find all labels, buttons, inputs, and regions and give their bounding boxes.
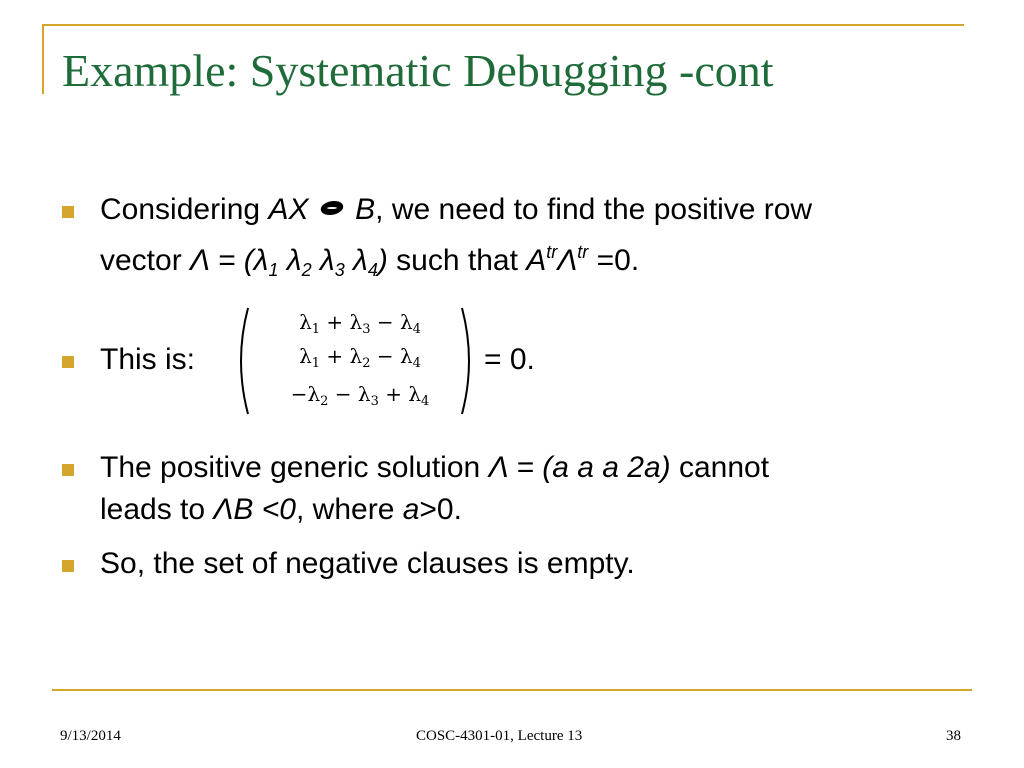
math-lambda: Λ [190, 244, 210, 277]
matrix-term: + λ [320, 310, 363, 334]
bullet-3-text [100, 447, 990, 531]
matrix-row-2 [262, 344, 458, 371]
bullet-marker-2 [62, 356, 74, 368]
math-subscript: 1 [268, 260, 279, 280]
matrix-row-1 [262, 310, 458, 337]
matrix-subscript: 4 [412, 356, 421, 371]
footer-date: 9/13/2014 [60, 728, 121, 744]
math-b: B [355, 193, 376, 226]
matrix-subscript: 1 [311, 356, 321, 371]
matrix-term: + λ [320, 344, 363, 368]
matrix-term: − λ [370, 310, 413, 334]
matrix-subscript: 2 [320, 394, 329, 409]
matrix-term: + λ [378, 382, 422, 406]
bullet-marker-3 [62, 464, 74, 476]
left-parenthesis-icon [232, 306, 250, 416]
text-segment: such that [387, 244, 527, 277]
right-parenthesis-icon [460, 306, 478, 416]
matrix-term: − λ [328, 382, 371, 406]
slide-title: Example: Systematic Debugging -cont [62, 45, 774, 96]
math-superscript: tr [577, 242, 589, 262]
composition-symbol-icon [319, 201, 346, 215]
text-segment: vector [100, 244, 191, 277]
math-a: A [526, 244, 547, 277]
text-segment: >0. [419, 493, 462, 526]
math-ax: AX [268, 193, 309, 226]
math-lambda-b: ΛB [213, 493, 254, 526]
matrix-term: − λ [370, 344, 413, 368]
matrix-term: λ [299, 310, 312, 334]
matrix-term: λ [299, 344, 312, 368]
math-segment: = (a a a 2a) [508, 451, 671, 484]
bullet-2-label: This is: [100, 343, 196, 376]
math-subscript: 3 [334, 260, 345, 280]
title-left-rule [42, 24, 44, 94]
text-segment: , we need to find the positive row [375, 193, 813, 226]
matrix-subscript: 3 [362, 322, 371, 337]
footer-rule [52, 689, 972, 691]
bullet-1-line-2 [100, 231, 990, 291]
bullet-4-text: So, the set of negative clauses is empty. [100, 547, 635, 580]
bullet-1-line-1 [100, 189, 990, 231]
matrix-subscript: 4 [421, 394, 430, 409]
text-segment: =0. [588, 244, 640, 277]
matrix-row-3 [262, 382, 458, 409]
footer-course: COSC-4301-01, Lecture 13 [416, 728, 583, 744]
math-superscript: tr [546, 242, 558, 262]
matrix-subscript: 3 [370, 394, 379, 409]
text-segment: cannot [670, 451, 770, 484]
bullet-3-line-2 [100, 489, 990, 531]
math-a: a [402, 493, 420, 526]
math-subscript: 4 [367, 260, 378, 280]
matrix-subscript: 4 [412, 322, 421, 337]
math-lambda: Λ [557, 244, 578, 277]
matrix [232, 306, 482, 416]
math-subscript: 2 [301, 260, 312, 280]
bullet-marker-4 [62, 560, 74, 572]
title-top-rule [42, 24, 964, 26]
math-segment: λ [278, 244, 302, 277]
text-segment: , where [296, 493, 403, 526]
math-segment: ) [377, 244, 388, 277]
math-lambda: Λ [488, 451, 509, 484]
math-segment: <0 [253, 493, 296, 526]
bullet-3-line-1 [100, 447, 990, 489]
math-segment: λ [311, 244, 335, 277]
bullet-marker-1 [62, 206, 74, 218]
matrix-subscript: 2 [362, 356, 371, 371]
text-segment: leads to [100, 493, 214, 526]
math-segment: λ [344, 244, 368, 277]
matrix-equals-zero: = 0. [484, 343, 535, 376]
math-segment: = (λ [209, 244, 269, 277]
matrix-term: −λ [290, 382, 321, 406]
bullet-1-text [100, 189, 990, 291]
text-segment: Considering [100, 193, 269, 226]
footer-page-number: 38 [946, 728, 961, 744]
text-segment: The positive generic solution [100, 451, 489, 484]
matrix-subscript: 1 [311, 322, 321, 337]
